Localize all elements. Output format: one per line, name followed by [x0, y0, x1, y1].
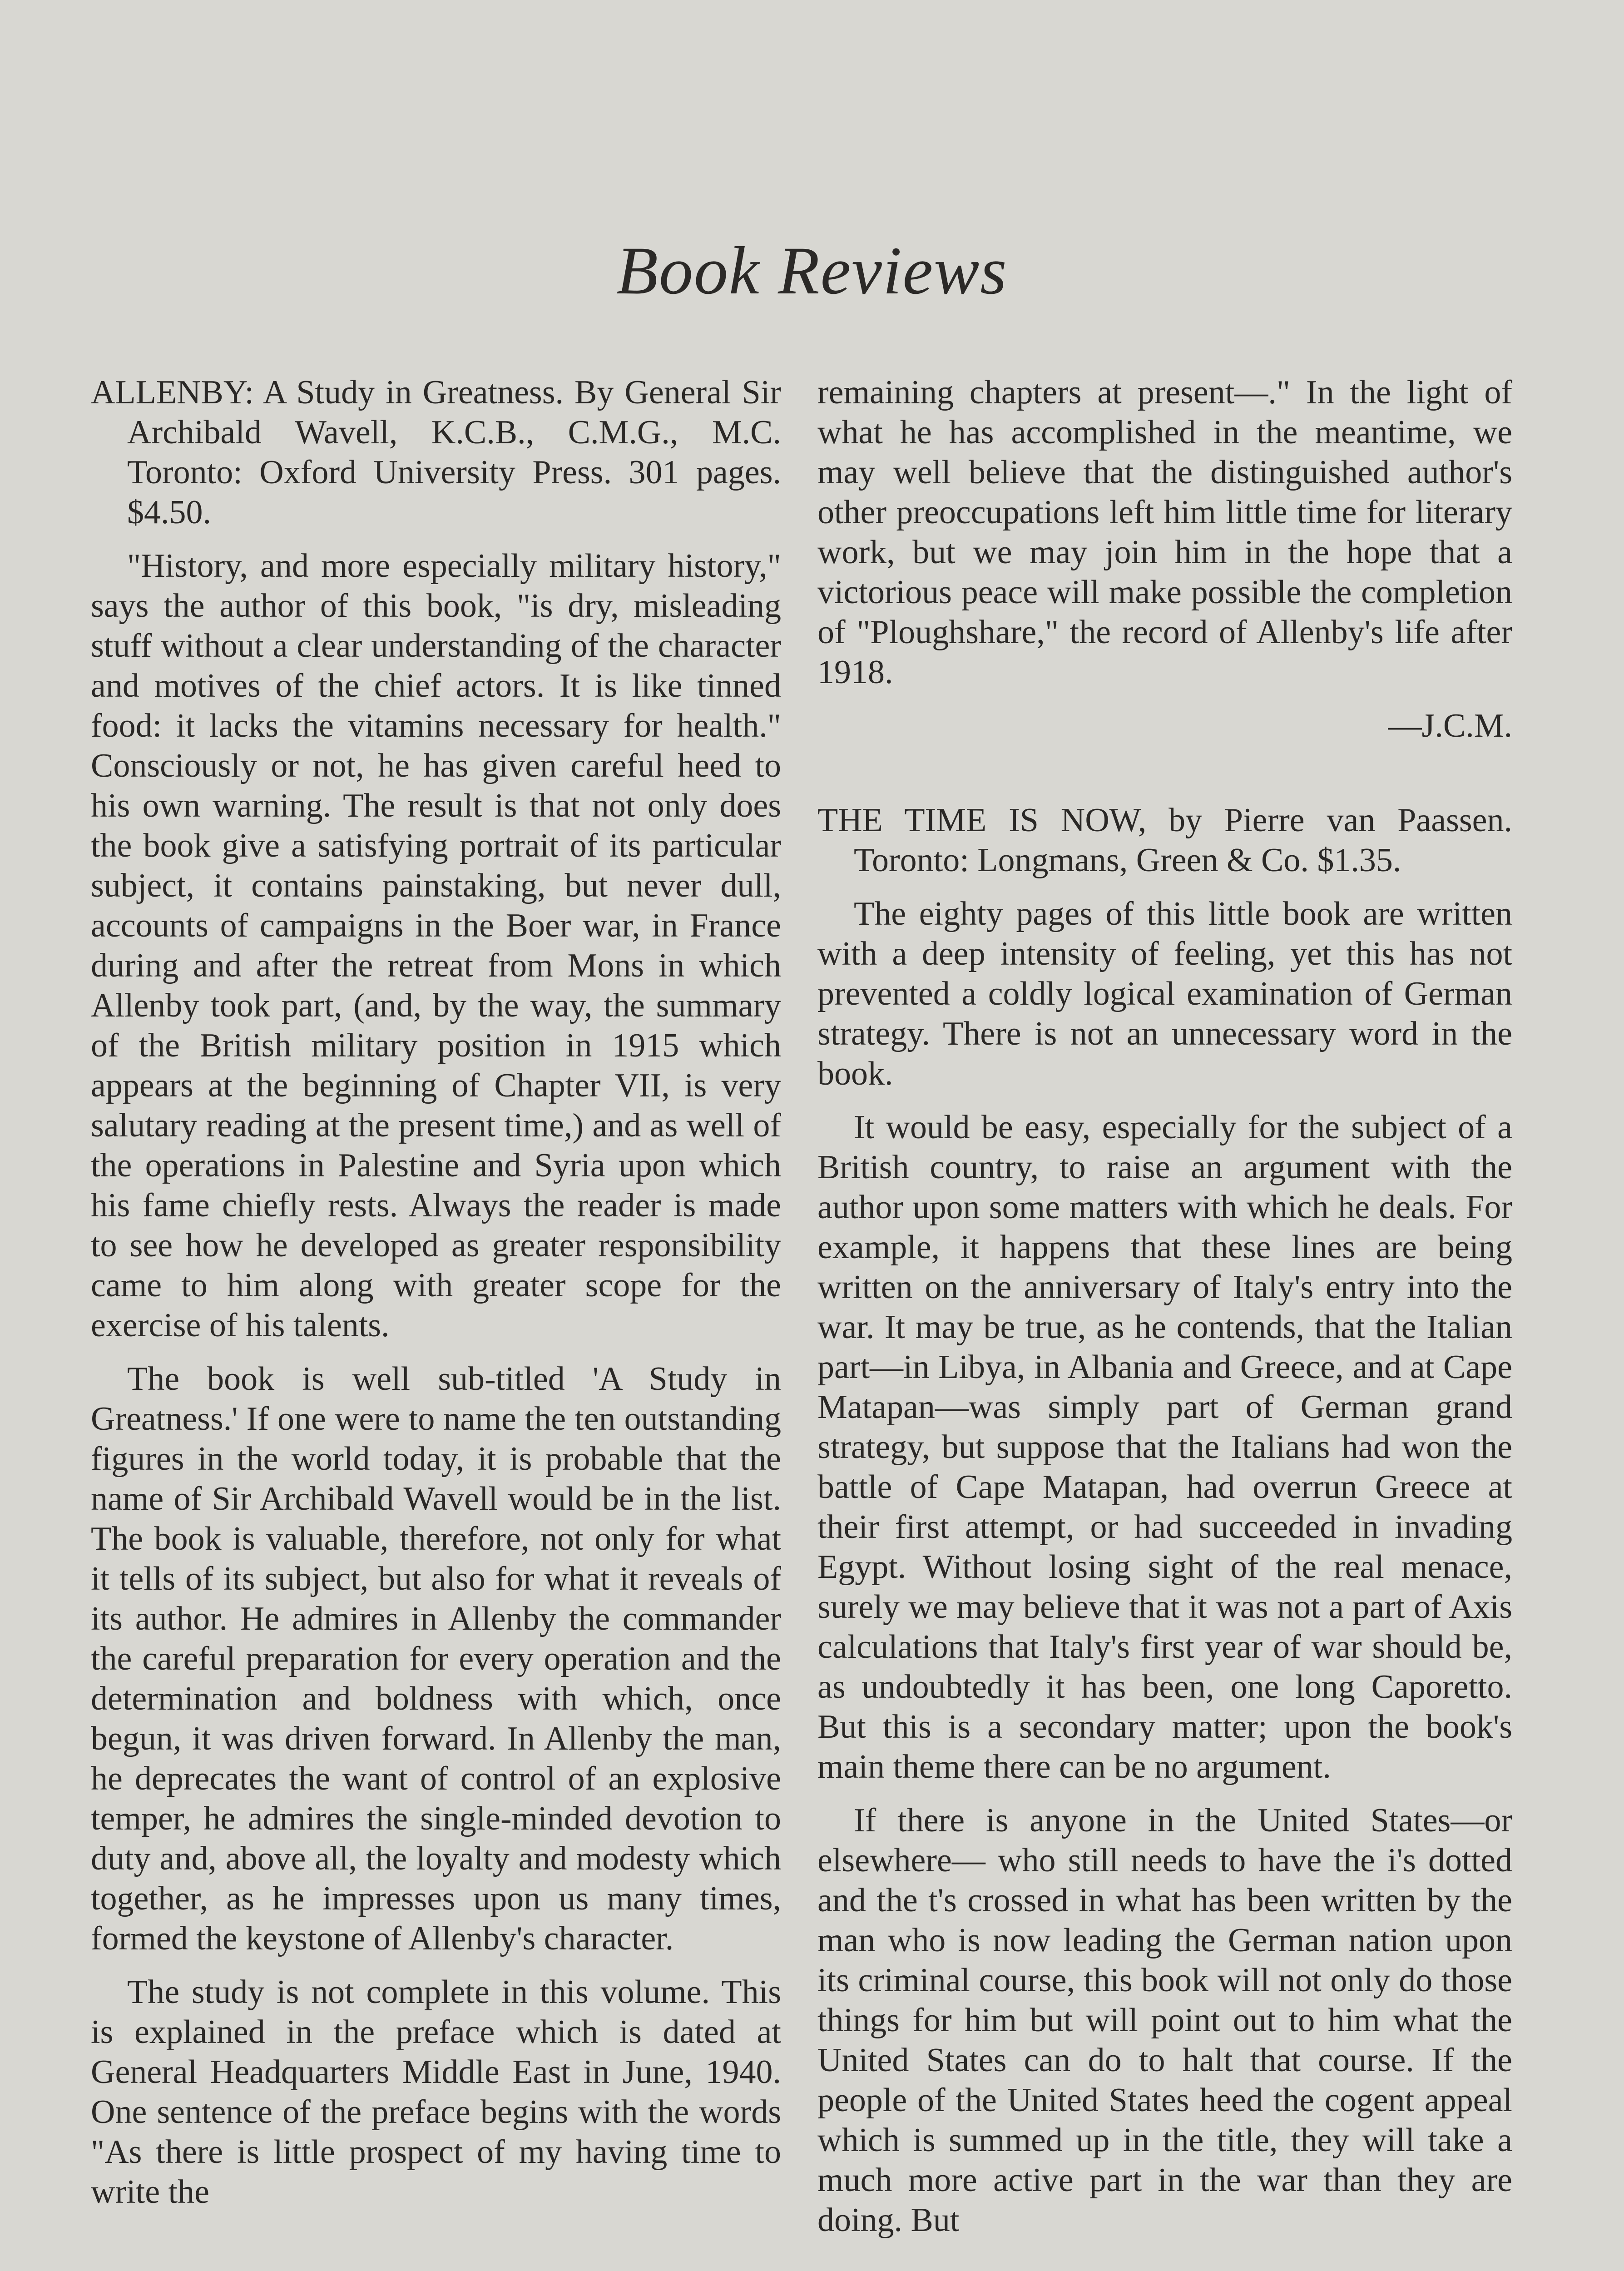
review-1-heading: ALLENBY: A Study in Greatness. By General Sir Archibald Wavell, K.C.B., C.M.G., M.C. Toronto: Oxford University Press. 301 pages. $4.50.: [91, 374, 781, 531]
review-1-paragraph-1: "History, and more especially military history," says the author of this book, "is dry, misleading stuff without a clear understanding of the character and motives of the chief actors. It is like tinned food: it lacks the vitamins necessary for health." Consciously or not, he has given careful heed to his own warning. The result is that not only does the book give a satisfying portrait of its particular subject, it contains painstaking, but never dull, accounts of campaigns in the Boer war, in France during and after the retreat from Mons in which Allenby took part, (and, by the way, the summary of the British military position in 1915 which appears at the beginning of Chapter VII, is very salutary reading at the present time,) and as well of the operations in Palestine and Syria upon which his fame chiefly rests. Always the reader is made to see how he developed as greater responsibility came to him along with greater scope for the exercise of his talents.: [91, 547, 781, 1344]
review-2-heading: THE TIME IS NOW, by Pierre van Paassen. Toronto: Longmans, Green & Co. $1.35.: [817, 802, 1512, 879]
review-2-paragraph-2: It would be easy, especially for the subject of a British country, to raise an argument with the author upon some matters with which he deals. For example, it happens that these lines are being written on the anniversary of Italy's entry into the war. It may be true, as he contends, that the Italian part—in Libya, in Albania and Greece, and at Cape Matapan—was simply part of German grand strategy, but suppose that the Italians had won the battle of Cape Matapan, had overrun Greece at their first attempt, or had succeeded in invading Egypt. Without losing sight of the real menace, surely we may believe that it was not a part of Axis calculations that Italy's first year of war should be, as undoubtedly it has been, one long Caporetto. But this is a secondary matter; upon the book's main theme there can be no argument.: [817, 1109, 1512, 1785]
review-separator: [817, 746, 1512, 800]
review-2-paragraph-1: The eighty pages of this little book are written with a deep intensity of feeling, yet this has not prevented a coldly logical examination of German strategy. There is not an unnecessary word in the book.: [817, 895, 1512, 1092]
left-column: [91, 372, 781, 2212]
review-2-paragraph-3: If there is anyone in the United States—or elsewhere— who still needs to have the i's dotted and the t's crossed in what has been written by the man who is now leading the German nation upon its criminal course, this book will not only do those things for him but will point out to him what the United States can do to halt that course. If the people of the United States heed the cogent appeal which is summed up in the title, they will take a much more active part in the war than they are doing. But: [817, 1802, 1512, 2239]
review-1-paragraph-3: The study is not complete in this volume. This is explained in the preface which is dated at General Headquarters Middle East in June, 1940. One sentence of the preface begins with the words "As there is little prospect of my having time to write the: [91, 1973, 781, 2211]
right-column: [817, 372, 1512, 2240]
review-1-paragraph-2: The book is well sub-titled 'A Study in Greatness.' If one were to name the ten outstanding figures in the world today, it is probable that the name of Sir Archibald Wavell would be in the list. The book is valuable, therefore, not only for what it tells of its subject, but also for what it reveals of its author. He admires in Allenby the commander the careful preparation for every operation and the determination and boldness with which, once begun, it was driven forward. In Allenby the man, he deprecates the want of control of an explosive temper, he admires the single-minded devotion to duty and, above all, the loyalty and modesty which together, as he impresses upon us many times, formed the keystone of Allenby's character.: [91, 1360, 781, 1957]
review-1-signature: —J.C.M.: [1388, 707, 1512, 744]
page-title: Book Reviews: [616, 233, 1008, 308]
review-1-paragraph-4: remaining chapters at present—." In the light of what he has accomplished in the meantime, we may well believe that the distinguished author's other preoccupations left him little time for literary work, but we may join him in the hope that a victorious peace will make possible the completion of "Ploughshare," the record of Allenby's life after 1918.: [817, 374, 1512, 691]
